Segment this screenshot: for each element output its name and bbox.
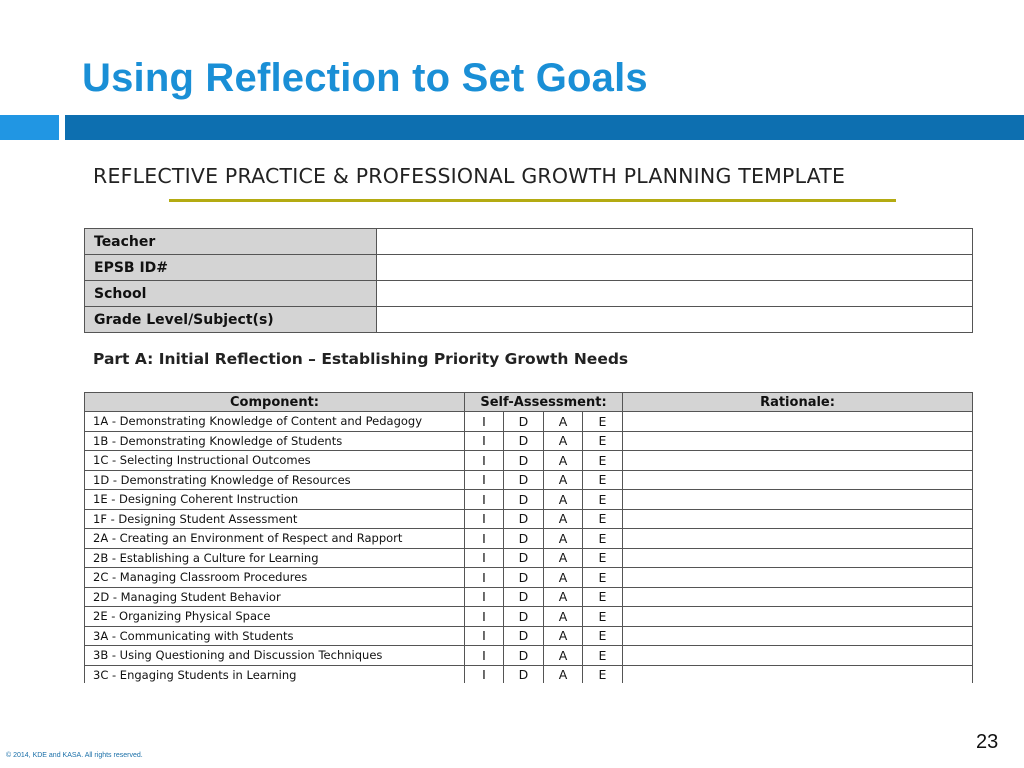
self-assessment-table	[84, 392, 973, 683]
rating-option: D	[504, 587, 544, 607]
table-row	[85, 451, 973, 471]
rating-option: E	[583, 607, 623, 627]
rating-option: D	[504, 607, 544, 627]
info-label: School	[85, 281, 377, 307]
rationale-cell	[623, 490, 973, 510]
rating-option: A	[544, 412, 583, 432]
rating-option: D	[504, 646, 544, 666]
rating-option: I	[465, 646, 504, 666]
rating-option: E	[583, 451, 623, 471]
rating-option: E	[583, 568, 623, 588]
rationale-cell	[623, 548, 973, 568]
info-label: Grade Level/Subject(s)	[85, 307, 377, 333]
rating-option: E	[583, 626, 623, 646]
rationale-cell	[623, 607, 973, 627]
rating-option: E	[583, 490, 623, 510]
rating-option: E	[583, 665, 623, 683]
rating-option: A	[544, 646, 583, 666]
rationale-column-header: Rationale:	[623, 393, 973, 412]
header-bar-accent	[0, 115, 59, 140]
rating-option: A	[544, 587, 583, 607]
rating-option: D	[504, 529, 544, 549]
rating-option: D	[504, 412, 544, 432]
rating-option: D	[504, 568, 544, 588]
rationale-cell	[623, 568, 973, 588]
component-name: 1E - Designing Coherent Instruction	[85, 490, 465, 510]
info-label: Teacher	[85, 229, 377, 255]
info-row	[85, 229, 973, 255]
component-name: 1D - Demonstrating Knowledge of Resources	[85, 470, 465, 490]
info-value-field	[377, 307, 973, 333]
rating-option: E	[583, 509, 623, 529]
heading-underline	[169, 199, 896, 202]
rationale-cell	[623, 509, 973, 529]
rating-option: A	[544, 451, 583, 471]
rating-option: D	[504, 431, 544, 451]
rationale-cell	[623, 529, 973, 549]
rationale-cell	[623, 470, 973, 490]
component-name: 2C - Managing Classroom Procedures	[85, 568, 465, 588]
component-column-header: Component:	[85, 393, 465, 412]
table-row	[85, 548, 973, 568]
teacher-info-table	[84, 228, 973, 333]
rating-option: D	[504, 509, 544, 529]
rationale-cell	[623, 665, 973, 683]
document-heading: REFLECTIVE PRACTICE & PROFESSIONAL GROWTH PLANNING TEMPLATE	[93, 164, 846, 188]
table-row	[85, 626, 973, 646]
component-name: 1A - Demonstrating Knowledge of Content and Pedagogy	[85, 412, 465, 432]
component-name: 2E - Organizing Physical Space	[85, 607, 465, 627]
rating-option: I	[465, 412, 504, 432]
rating-option: I	[465, 509, 504, 529]
table-row	[85, 665, 973, 683]
component-name: 1B - Demonstrating Knowledge of Students	[85, 431, 465, 451]
rating-option: D	[504, 470, 544, 490]
rating-option: E	[583, 548, 623, 568]
info-row	[85, 255, 973, 281]
table-row	[85, 568, 973, 588]
header-bar	[65, 115, 1024, 140]
rating-option: E	[583, 529, 623, 549]
rating-option: I	[465, 568, 504, 588]
rating-option: I	[465, 607, 504, 627]
component-name: 3B - Using Questioning and Discussion Techniques	[85, 646, 465, 666]
info-row	[85, 307, 973, 333]
rating-option: A	[544, 607, 583, 627]
rating-option: E	[583, 646, 623, 666]
rationale-cell	[623, 451, 973, 471]
component-name: 3C - Engaging Students in Learning	[85, 665, 465, 683]
rating-option: I	[465, 587, 504, 607]
table-row	[85, 509, 973, 529]
rating-option: A	[544, 548, 583, 568]
table-row	[85, 587, 973, 607]
table-row	[85, 470, 973, 490]
rating-option: A	[544, 509, 583, 529]
template-document-image	[82, 160, 976, 683]
rating-option: A	[544, 626, 583, 646]
self-assessment-column-header: Self-Assessment:	[465, 393, 623, 412]
rating-option: I	[465, 470, 504, 490]
component-name: 1C - Selecting Instructional Outcomes	[85, 451, 465, 471]
info-value-field	[377, 281, 973, 307]
rating-option: E	[583, 431, 623, 451]
rating-option: E	[583, 470, 623, 490]
table-row	[85, 529, 973, 549]
page-number: 23	[976, 731, 999, 753]
table-row	[85, 412, 973, 432]
table-row	[85, 431, 973, 451]
info-row	[85, 281, 973, 307]
table-row	[85, 646, 973, 666]
rating-option: D	[504, 665, 544, 683]
rating-option: I	[465, 490, 504, 510]
component-name: 1F - Designing Student Assessment	[85, 509, 465, 529]
part-a-heading: Part A: Initial Reflection – Establishing Priority Growth Needs	[93, 350, 629, 368]
rating-option: D	[504, 548, 544, 568]
component-name: 3A - Communicating with Students	[85, 626, 465, 646]
rating-option: A	[544, 490, 583, 510]
rating-option: A	[544, 470, 583, 490]
rationale-cell	[623, 412, 973, 432]
rating-option: D	[504, 490, 544, 510]
info-label: EPSB ID#	[85, 255, 377, 281]
rating-option: I	[465, 451, 504, 471]
rating-option: A	[544, 529, 583, 549]
rating-option: I	[465, 548, 504, 568]
rationale-cell	[623, 646, 973, 666]
rationale-cell	[623, 587, 973, 607]
rationale-cell	[623, 626, 973, 646]
info-value-field	[377, 255, 973, 281]
rating-option: D	[504, 626, 544, 646]
rating-option: A	[544, 665, 583, 683]
rating-option: I	[465, 529, 504, 549]
rationale-cell	[623, 431, 973, 451]
rating-option: E	[583, 412, 623, 432]
rating-option: I	[465, 431, 504, 451]
rating-option: I	[465, 626, 504, 646]
info-value-field	[377, 229, 973, 255]
slide-title: Using Reflection to Set Goals	[82, 56, 648, 100]
rating-option: A	[544, 568, 583, 588]
copyright-notice: © 2014, KDE and KASA. All rights reserved.	[6, 752, 143, 759]
rating-option: I	[465, 665, 504, 683]
component-name: 2B - Establishing a Culture for Learning	[85, 548, 465, 568]
rating-option: A	[544, 431, 583, 451]
table-row	[85, 490, 973, 510]
rating-option: D	[504, 451, 544, 471]
table-header-row	[85, 393, 973, 412]
rating-option: E	[583, 587, 623, 607]
component-name: 2D - Managing Student Behavior	[85, 587, 465, 607]
table-row	[85, 607, 973, 627]
component-name: 2A - Creating an Environment of Respect and Rapport	[85, 529, 465, 549]
